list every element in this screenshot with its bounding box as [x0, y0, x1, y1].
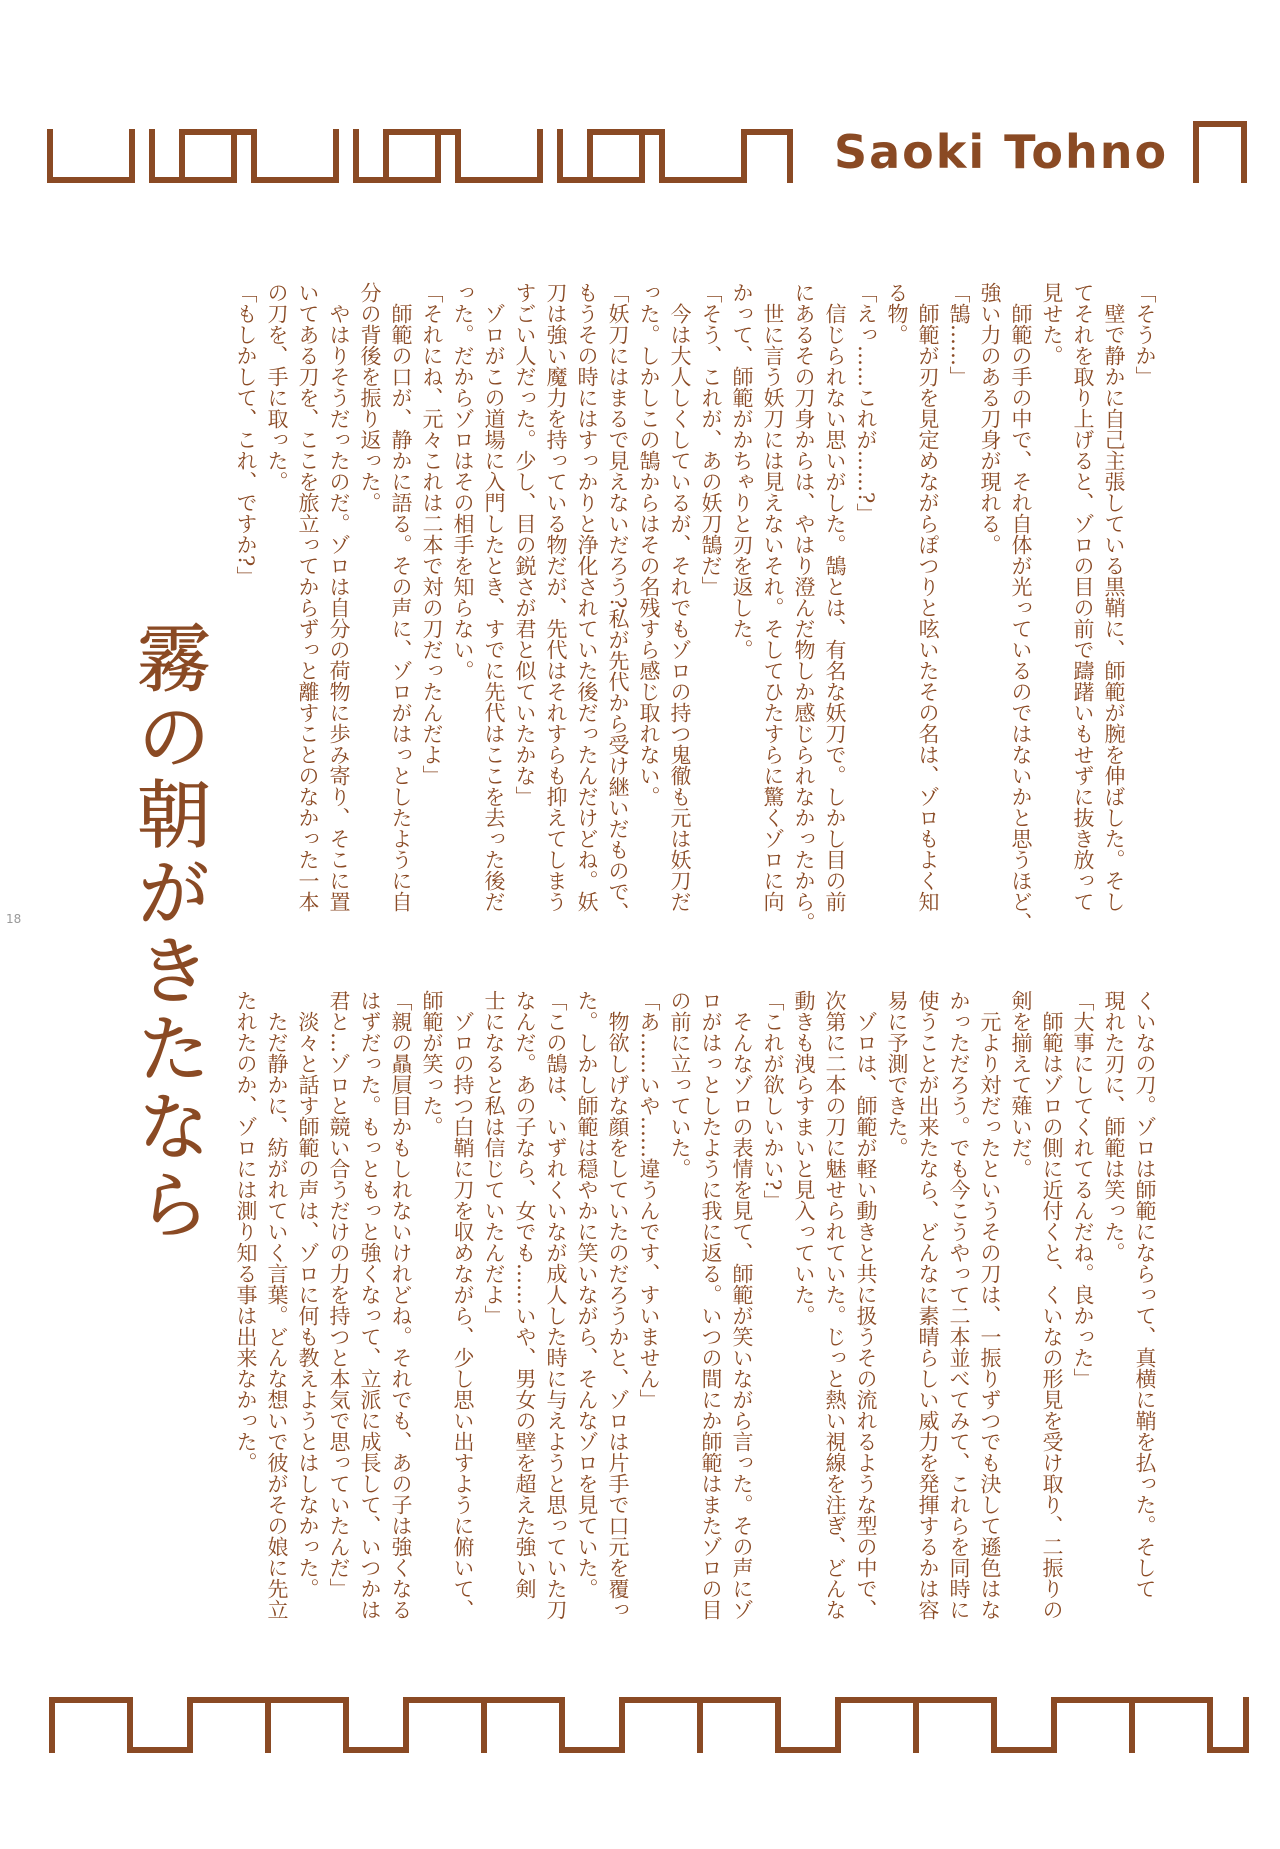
text-line: すごい人だった。少し、目の鋭さが君と似ていたかな」	[513, 282, 537, 807]
text-line: 今は大人しくしているが、それでもゾロの持つ鬼徹も元は妖刀だ	[668, 282, 692, 912]
text-line: 師範の手の中で、それ自体が光っているのではないかと思うほど、	[1009, 282, 1033, 933]
text-line: 「この鵠は、いずれくいなが成人した時に与えようと思っていた刀	[544, 990, 568, 1620]
text-line: 「鵠……」	[947, 282, 971, 387]
text-line: 剣を揃えて薙いだ。	[1009, 990, 1033, 1179]
text-line: 強い力のある刀身が現れる。	[978, 282, 1002, 555]
text-line: 次第に二本の刀に魅せられていた。じっと熱い視線を注ぎ、どんな	[823, 990, 847, 1620]
text-line: いてある刀を、ここを旅立ってからずっと離すことのなかった一本	[296, 282, 320, 912]
text-line: 刀は強い魔力を持っている物だが、先代はそれすらも抑えてしまう	[544, 282, 568, 912]
text-line: 動きも洩らすまいと見入っていた。	[792, 990, 816, 1326]
text-line: 易に予測できた。	[885, 990, 909, 1158]
text-line: 使うことが出来たなら、どんなに素晴らしい威力を発揮するかは容	[916, 990, 940, 1620]
text-line: 見せた。	[1040, 282, 1064, 366]
text-line: 元より対だったというその刀は、一振りずつでも決して遜色はな	[978, 990, 1002, 1620]
text-line: 壁で静かに自己主張している黒鞘に、師範が腕を伸ばした。そし	[1102, 282, 1126, 912]
text-line: ゾロの持つ白鞘に刀を収めながら、少し思い出すように俯いて、	[451, 990, 475, 1620]
text-line: はずだった。もっともっと強くなって、立派に成長して、いつかは	[358, 990, 382, 1620]
text-line: 「そう、これが、あの妖刀鵠だ」	[699, 282, 723, 597]
text-line: 君と…ゾロと競い合うだけの力を持つと本気で思っていたんだ」	[327, 990, 351, 1599]
page-number: 18	[6, 912, 22, 926]
text-line: てそれを取り上げると、ゾロの目の前で躊躇いもせずに抜き放って	[1071, 282, 1095, 912]
text-line: 淡々と話す師範の声は、ゾロに何も教えようとはしなかった。	[296, 990, 320, 1599]
text-line: った。しかしこの鵠からはその名残すら感じ取れない。	[637, 282, 661, 807]
story-title: 霧の朝がきたなら	[125, 620, 211, 1244]
text-line: の前に立っていた。	[668, 990, 692, 1179]
text-line: ロがはっとしたように我に返る。いつの間にか師範はまたゾロの目	[699, 990, 723, 1620]
text-line: かって、師範がかちゃりと刃を返した。	[730, 282, 754, 660]
text-line: 「えっ……これが……?」	[854, 282, 878, 525]
text-line: 分の背後を振り返った。	[358, 282, 382, 513]
text-line: 「それにね、元々これは二本で対の刀だったんだよ」	[420, 282, 444, 786]
text-line: 師範はゾロの側に近付くと、くいなの形見を受け取り、二振りの	[1040, 990, 1064, 1620]
text-line: た。しかし師範は穏やかに笑いながら、そんなゾロを見ていた。	[575, 990, 599, 1599]
text-line: 「妖刀にはまるで見えないだろう?私が先代から受け継いだもので、	[606, 282, 630, 924]
text-line: 師範の口が、静かに語る。その声に、ゾロがはっとしたように自	[389, 282, 413, 912]
text-line: 士になると私は信じていたんだよ」	[482, 990, 506, 1326]
text-line: ただ静かに、紡がれていく言葉。どんな想いで彼がその娘に先立	[265, 990, 289, 1620]
text-line: 師範が笑った。	[420, 990, 444, 1137]
text-line: った。だからゾロはその相手を知らない。	[451, 282, 475, 681]
text-line: る物。	[885, 282, 909, 345]
text-line: 「大事にしてくれてるんだね。良かった」	[1071, 990, 1095, 1389]
text-line: なんだ。あの子なら、女でも……いや、男女の壁を超えた強い剣	[513, 990, 537, 1599]
text-line: 「親の贔屓目かもしれないけれどね。それでも、あの子は強くなる	[389, 990, 413, 1620]
text-line: ゾロは、師範が軽い動きと共に扱うその流れるような型の中で、	[854, 990, 878, 1620]
text-column-lower	[234, 990, 1160, 1620]
text-line: たれたのか、ゾロには測り知る事は出来なかった。	[234, 990, 258, 1473]
text-line: 「もしかして、これ、ですか?」	[234, 282, 258, 588]
text-line: 信じられない思いがした。鵠とは、有名な妖刀で。しかし目の前	[823, 282, 847, 912]
text-line: 師範が刃を見定めながらぽつりと呟いたその名は、ゾロもよく知	[916, 282, 940, 912]
text-line: くいなの刀。ゾロは師範にならって、真横に鞘を払った。そして	[1133, 990, 1157, 1599]
text-line: 「そうか」	[1133, 282, 1157, 387]
text-line: ゾロがこの道場に入門したとき、すでに先代はここを去った後だ	[482, 282, 506, 912]
text-line: 物欲しげな顔をしていたのだろうかと、ゾロは片手で口元を覆っ	[606, 990, 630, 1620]
text-line: 「あ……いや……違うんです、すいません」	[637, 990, 661, 1410]
text-line: にあるその刀身からは、やはり澄んだ物しか感じられなかったから。	[792, 282, 816, 933]
text-line: 世に言う妖刀には見えないそれ。そしてひたすらに驚くゾロに向	[761, 282, 785, 912]
author-name: Saoki Tohno	[834, 125, 1169, 179]
text-line: 「これが欲しいかい?」	[761, 990, 785, 1212]
text-line: そんなゾロの表情を見て、師範が笑いながら言った。その声にゾ	[730, 990, 754, 1620]
text-line: の刀を、手に取った。	[265, 282, 289, 492]
text-line: やはりそうだったのだ。ゾロは自分の荷物に歩み寄り、そこに置	[327, 282, 351, 912]
text-line: もうその時にはすっかりと浄化されていた後だったんだけどね。妖	[575, 282, 599, 912]
text-line: かっただろう。でも今こうやって二本並べてみて、これらを同時に	[947, 990, 971, 1620]
text-column-upper	[234, 282, 1160, 933]
text-line: 現れた刃に、師範は笑った。	[1102, 990, 1126, 1263]
